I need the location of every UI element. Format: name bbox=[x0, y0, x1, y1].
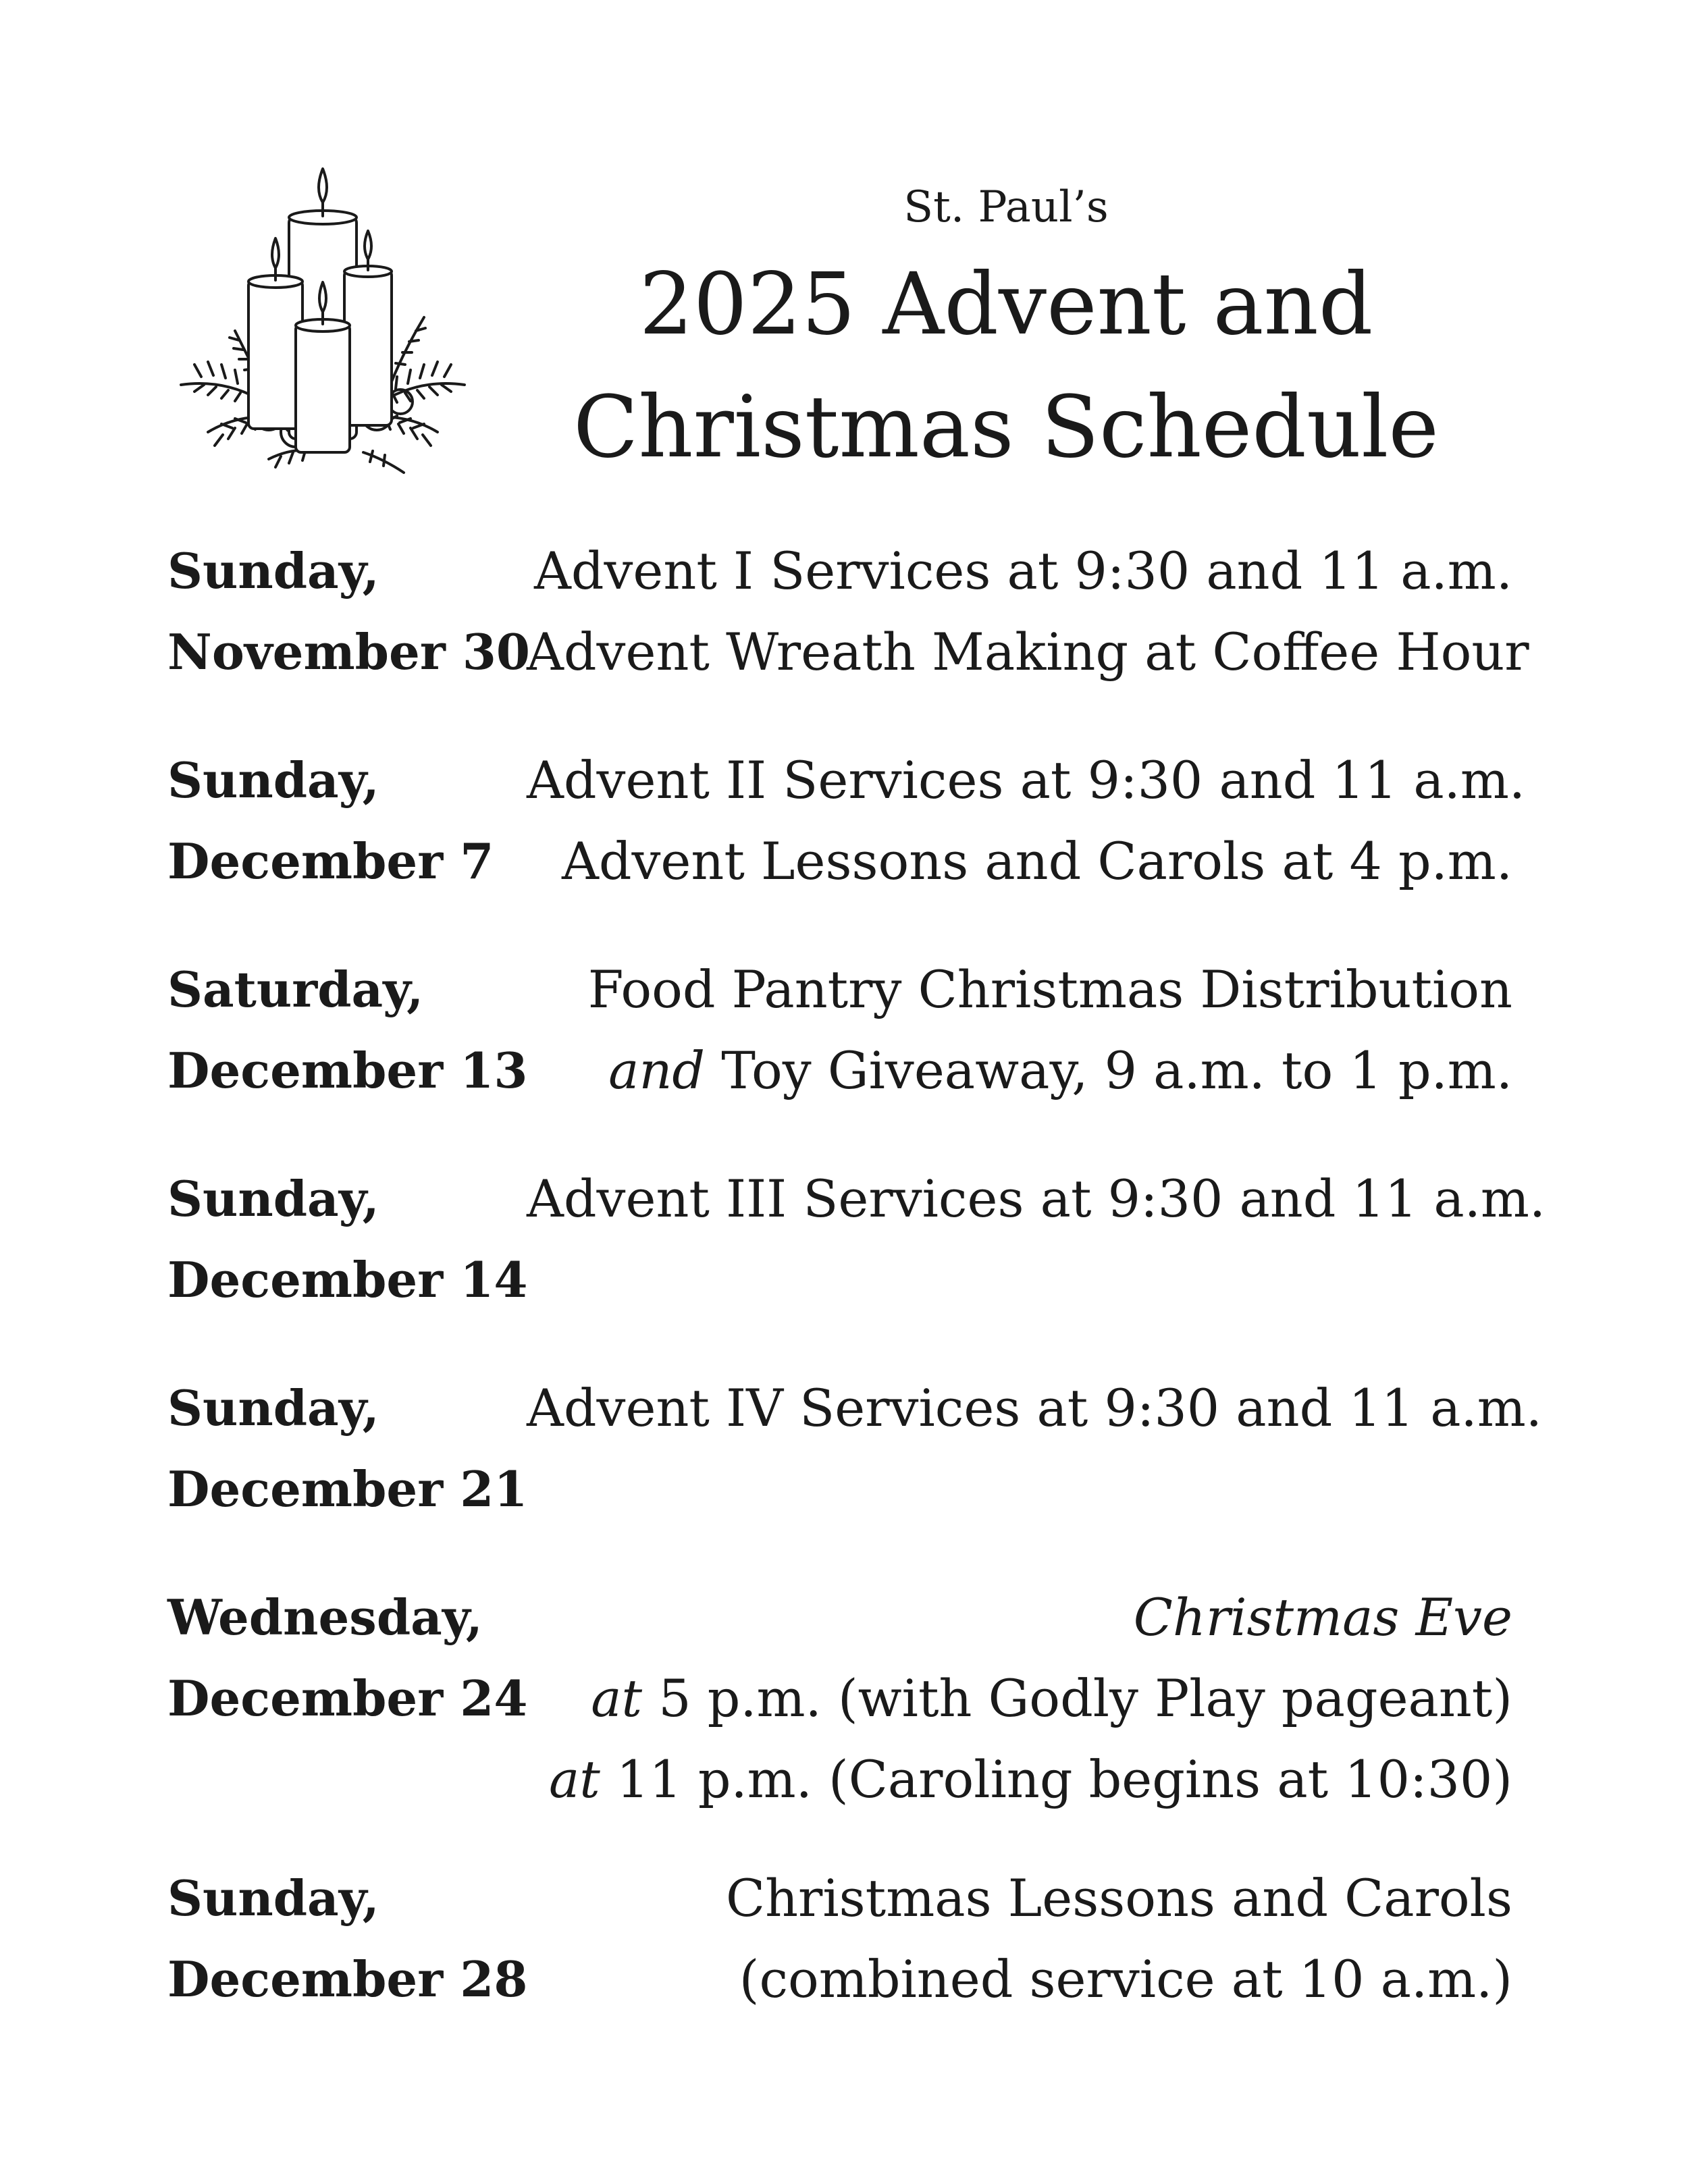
italic-word: at bbox=[548, 1749, 600, 1809]
event-date bbox=[167, 949, 527, 1111]
event-date-text: December 13 bbox=[167, 1042, 528, 1099]
event-line-rest: 11 p.m. (Caroling begins at 10:30) bbox=[600, 1749, 1512, 1809]
event-date-text: December 24 bbox=[167, 1670, 528, 1727]
event-details bbox=[527, 1368, 1542, 1449]
event-line: Advent II Services at 9:30 and 11 a.m. bbox=[527, 750, 1526, 810]
event-day: Sunday, bbox=[167, 1869, 379, 1927]
event-details bbox=[527, 1577, 1512, 1820]
event-date-text: December 21 bbox=[167, 1460, 528, 1518]
event-details bbox=[527, 1158, 1546, 1240]
event-details bbox=[527, 949, 1512, 1111]
event-line-rest: Toy Giveaway, 9 a.m. to 1 p.m. bbox=[705, 1040, 1512, 1100]
page-title-line-2: Christmas Schedule bbox=[573, 377, 1439, 477]
church-name: St. Paul’s bbox=[903, 182, 1109, 232]
event-date-text: November 30 bbox=[167, 623, 531, 681]
event-line: Advent Wreath Making at Coffee Hour bbox=[527, 622, 1529, 682]
event-line bbox=[527, 1030, 1512, 1111]
event-date bbox=[167, 531, 530, 693]
event-date-text: December 14 bbox=[167, 1251, 528, 1308]
event-date bbox=[167, 1577, 527, 1739]
italic-word: and bbox=[608, 1040, 706, 1100]
event-line bbox=[527, 1658, 1512, 1739]
event-line: Food Pantry Christmas Distribution bbox=[587, 959, 1512, 1019]
page-title-line-1: 2025 Advent and bbox=[639, 255, 1373, 354]
event-line: Christmas Lessons and Carols bbox=[725, 1868, 1512, 1928]
event-heading: Christmas Eve bbox=[1133, 1587, 1512, 1647]
event-day: Sunday, bbox=[167, 1379, 379, 1437]
event-day: Sunday, bbox=[167, 542, 379, 600]
event-line bbox=[527, 1739, 1512, 1820]
event-day: Sunday, bbox=[167, 1170, 379, 1227]
event-line-rest: 5 p.m. (with Godly Play pageant) bbox=[642, 1668, 1512, 1728]
event-line: Advent Lessons and Carols at 4 p.m. bbox=[561, 831, 1512, 891]
event-details bbox=[527, 740, 1526, 902]
event-date-text: December 28 bbox=[167, 1950, 528, 2008]
event-date bbox=[167, 1368, 527, 1530]
event-day: Sunday, bbox=[167, 751, 379, 809]
event-details bbox=[527, 1858, 1512, 2020]
advent-wreath-icon bbox=[167, 162, 478, 486]
event-line: Advent III Services at 9:30 and 11 a.m. bbox=[527, 1169, 1546, 1229]
event-line: Advent IV Services at 9:30 and 11 a.m. bbox=[527, 1378, 1542, 1438]
event-date bbox=[167, 740, 494, 902]
event-date bbox=[167, 1158, 527, 1321]
event-day: Saturday, bbox=[167, 961, 424, 1018]
event-details bbox=[527, 531, 1529, 693]
event-line: Advent I Services at 9:30 and 11 a.m. bbox=[533, 541, 1512, 601]
event-date bbox=[167, 1858, 527, 2020]
event-date-text: December 7 bbox=[167, 832, 494, 890]
italic-word: at bbox=[591, 1668, 643, 1728]
event-line: (combined service at 10 a.m.) bbox=[739, 1949, 1512, 2009]
event-day: Wednesday, bbox=[167, 1589, 483, 1646]
